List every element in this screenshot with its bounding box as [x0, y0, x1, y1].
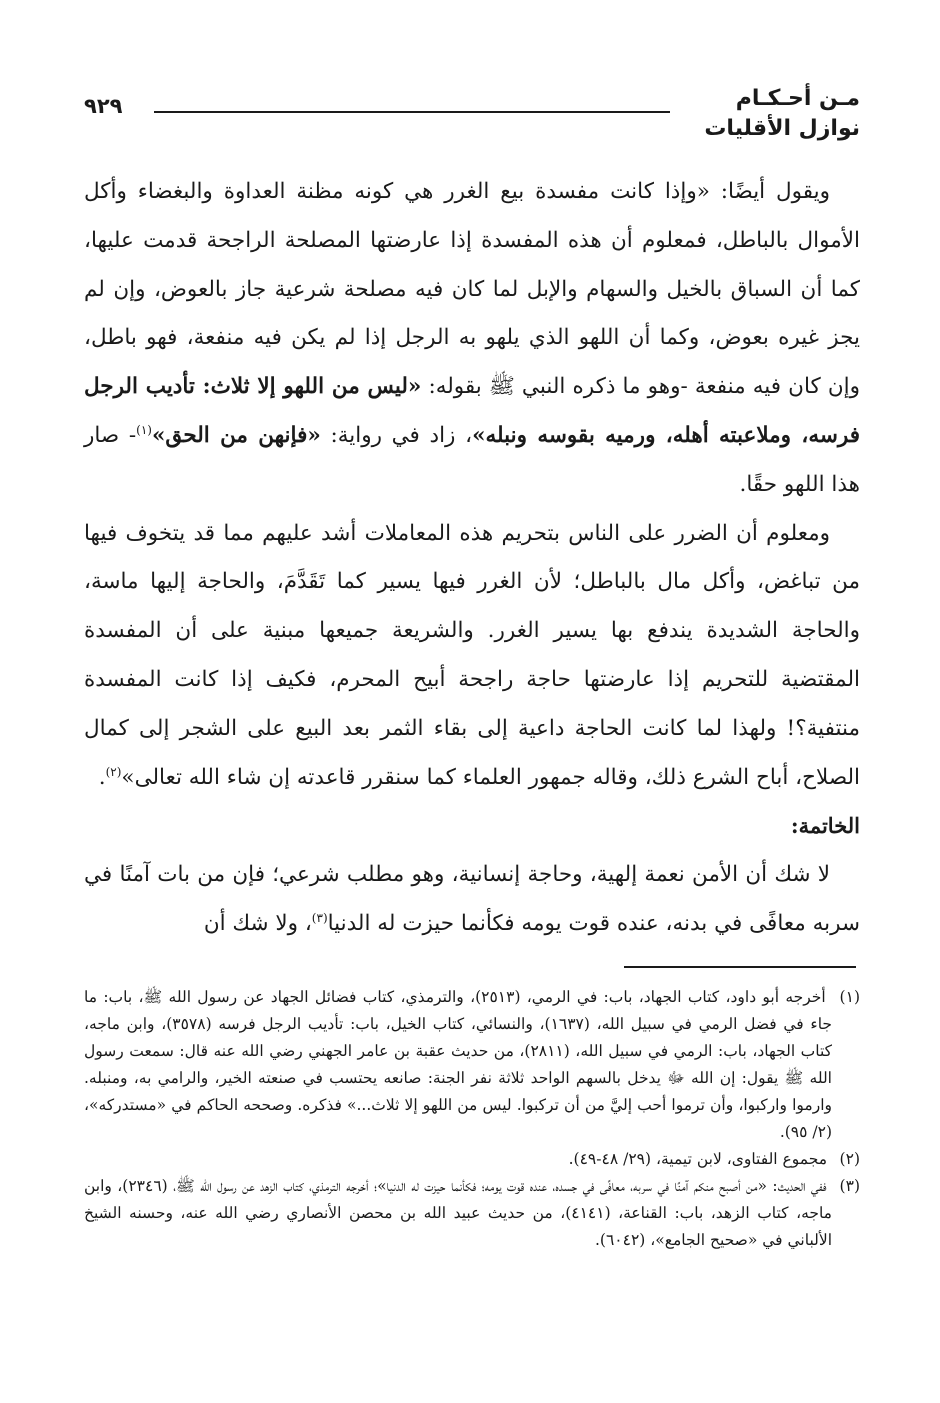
p2-end: .	[98, 764, 106, 790]
p1-part3: - صار هذا اللهو حقًا.	[84, 422, 860, 497]
footnote-number: (٣)	[839, 1177, 860, 1195]
page-number: ٩٢٩	[84, 94, 123, 118]
footnote-ref-3: (٣)	[311, 910, 328, 925]
hadith-addition: «فإنهن من الحق»	[151, 422, 321, 448]
footnote-number: (١)	[839, 988, 860, 1006]
footnote-text: ففي الحديث: «من أصبح منكم آمنًا في سربه، معافًى في جسده، عنده قوت يومه؛ فكأنما حيزت له الدنيا»؛ أخرجه الترمذي، كتاب الزهد عن رسول الله ﷺ، (٢٣٤٦)، وابن ماجه، كتاب الزهد، باب: القناعة، (٤١٤١)، من حديث عبيد الله بن محصن الأنصاري رضي الله عنه، وحسنه الشيخ الألباني في «صحيح الجامع»، (٦٠٤٢).	[84, 1177, 832, 1249]
main-text	[84, 168, 860, 949]
conclusion-heading: الخاتمة:	[790, 813, 860, 839]
p3-text2: ، ولا شك أن	[203, 910, 312, 936]
book-title	[680, 84, 860, 144]
book-title-line2: نوازل الأقليات	[704, 116, 860, 141]
paragraph-3	[84, 851, 860, 949]
footnote-number: (٢)	[839, 1150, 860, 1168]
footnote-ref-2: (٢)	[105, 764, 122, 779]
footnote-text: أخرجه أبو داود، كتاب الجهاد، باب: في الرمي، (٢٥١٣)، والترمذي، كتاب فضائل الجهاد عن رسول الله ﷺ، باب: ما جاء في فضل الرمي في سبيل الله، (١٦٣٧)، والنسائي، كتاب الخيل، باب: تأديب الرجل فرسه (٣٥٧٨)، وابن ماجه، كتاب الجهاد، باب: الرمي في سبيل الله، (٢٨١١)، من حديث عقبة بن عامر الجهني رضي الله عنه قال: سمعت رسول الله ﷺ يقول: إن الله ﷻ يدخل بالسهم الواحد ثلاثة نفر الجنة: صانعه يحتسب في صنعته الخير، والرامي به، ومنبله. وارموا واركبوا، وأن ترموا أحب إليَّ من أن تركبوا. ليس من اللهو إلا ثلاث...» فذكره. وصححه الحاكم في «مستدركه»، (٢/ ٩٥).	[84, 988, 833, 1141]
footnote-text: مجموع الفتاوى، لابن تيمية، (٢٩/ ٤٨-٤٩).	[568, 1150, 828, 1168]
footnote-1	[84, 984, 860, 1146]
hadith-quote: «ليس من اللهو إلا ثلاث: تأديب الرجل فرسه، وملاعبته أهله، ورميه بقوسه ونبله»	[84, 374, 860, 448]
header-rule	[154, 111, 670, 113]
footnote-rule	[624, 966, 856, 968]
paragraph-1	[84, 168, 860, 510]
book-title-line1: مـن أحـكـام	[735, 86, 860, 111]
p1-part2: ، زاد في رواية:	[320, 422, 473, 448]
footnote-3	[84, 1173, 860, 1254]
paragraph-2	[84, 510, 860, 803]
p2-text: ومعلوم أن الضرر على الناس بتحريم هذه المعاملات أشد عليهم مما قد يتخوف فيها من تباغض، وأكل مال بالباطل؛ لأن الغرر فيها يسير كما تَقَدَّمَ، والحاجة إليها ماسة، والحاجة الشديدة يندفع بها يسير الغرر. والشريعة جميعها مبنية على أن المفسدة المقتضية للتحريم إذا عارضتها حاجة راجحة أبيح المحرم، فكيف إذا كانت المفسدة منتفية؟! ولهذا لما كانت الحاجة داعية إلى بقاء الثمر بعد البيع على الشجر إلى كمال الصلاح، أباح الشرع ذلك، وقاله جمهور العلماء كما سنقرر قاعدته إن شاء الله تعالى»	[84, 520, 860, 790]
footnotes	[84, 984, 860, 1254]
running-header	[84, 84, 860, 154]
p3-text1: لا شك أن الأمن نعمة إلهية، وحاجة إنسانية، وهو مطلب شرعي؛ فإن من بات آمنًا في سربه معافًى في بدنه، عنده قوت يومه فكأنما حيزت له الدنيا	[84, 862, 860, 936]
p1-part1: ويقول أيضًا: «وإذا كانت مفسدة بيع الغرر هي كونه مظنة العداوة والبغضاء وأكل الأموال بالباطل، فمعلوم أن هذه المفسدة إذا عارضتها المصلحة الراجحة قدمت عليها، كما أن السباق بالخيل والسهام والإبل لما كان فيه مصلحة شرعية جاز بالعوض، وإن لم يجز غيره بعوض، وكما أن اللهو الذي يلهو به الرجل إذا لم يكن فيه منفعة، فهو باطل، وإن كان فيه منفعة -وهو ما ذكره النبي ﷺ بقوله:	[84, 179, 860, 400]
footnote-2	[84, 1146, 860, 1173]
footnote-ref-1: (١)	[136, 422, 152, 437]
